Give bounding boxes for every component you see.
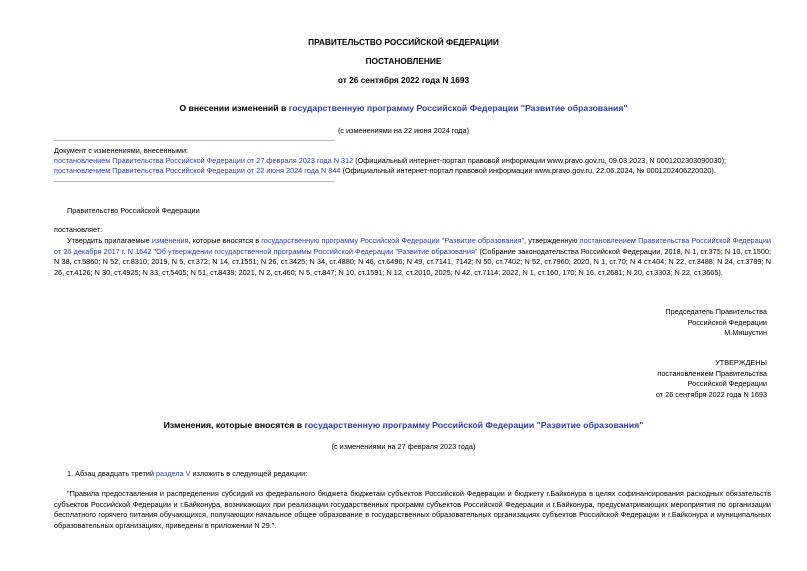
- document-date-number: от 26 сентября 2022 года N 1693: [337, 75, 470, 85]
- amendment-note: (с изменениями на 22 июня 2024 года): [337, 126, 470, 135]
- quoted-rules-paragraph: "Правила предоставления и распределения субсидий из федерального бюджета бюджетам субъектов Российской Федерации и бюджету г.Байконура в целях софинансирования расходных обязательств субъектов Российской Федерации и г.Байконура, возникающих при реализации государственных программ субъектов Российской Федерации и г.Байконура, предусматривающих мероприятия по организации бесплатного горячего питания обучающихся, получающих начальное общее образование в государственных образовательных организациях субъектов Российской Федерации и г.Байконура и муниципальных образовательных организациях, приведены в приложении N 29.".: [54, 489, 771, 531]
- approval-line-3: Российской Федерации: [687, 379, 767, 388]
- item-1-text-a: 1. Абзац двадцать третий: [67, 469, 156, 478]
- signature-line-2: Российской Федерации: [687, 317, 767, 327]
- changes-item-2-text: (Официальный интернет-портал правовой информации www.pravo.gov.ru, 22.06.2024, № 0001202406220020).: [340, 166, 716, 175]
- para-text-4: (Собрание законодательства Российской Федерации, 2018, N 1, ст.375; N 10, ст.1500; N 38, ст.5860; N 52, ст.8310; 2019, N 5, ст.372; N 14, ст.1551; N 26, ст.3425; N 34, ст.4880; N 46, ст.6496; N 49, ст.7141, 7142; N 50, ст.7402; N 52, ст.7960; 2020, N 1, ст.70; N 4 ст.404; N 22, ст.3488; N 24, ст.3789; N 26, ст.4126; N 30, ст.4925; N 33, ст.5405; N 51, ст.8439; 2021, N 2, ст.460; N 5, ст.847; N 10, ст.1591; N 12, ст.2010, 2025; N 42, ст.7114; 2022, N 1, ст.160, 170; N 16, ст.2681; N 20, ст.3303; N 22, ст.3665).: [54, 246, 771, 278]
- approval-line-1: УТВЕРЖДЕНЫ: [715, 358, 767, 367]
- item-1: [67, 469, 307, 479]
- changes-bottom-rule: [54, 181, 335, 182]
- decree-1642-link[interactable]: постановлением Правительства Российской Федерации от 26 декабря 2017 г. N 1642 "Об утверждении государственной программы Российской Федерации "Развитие образования": [54, 236, 771, 256]
- government-heading: ПРАВИТЕЛЬСТВО РОССИЙСКОЙ ФЕДЕРАЦИИ: [308, 37, 499, 47]
- program-link[interactable]: государственную программу Российской Федерации "Развитие образования": [261, 236, 525, 245]
- changes-item-2: [54, 166, 716, 176]
- changes-title-link[interactable]: государственную программу Российской Федерации "Развитие образования": [304, 420, 644, 430]
- signature-line-3: М.Мишустин: [724, 328, 767, 337]
- government-line: Правительство Российской Федерации: [67, 206, 200, 215]
- changes-title: [0, 420, 807, 430]
- section-v-link[interactable]: раздела V: [155, 469, 191, 478]
- title-prefix: О внесении изменений в: [179, 103, 289, 113]
- document-title: [0, 103, 807, 113]
- changes-item-2-link[interactable]: постановлением Правительства Российской Федерации от 22 июня 2024 года N 844: [54, 166, 341, 175]
- document-type: ПОСТАНОВЛЕНИЕ: [365, 56, 442, 66]
- changes-item-1-link[interactable]: постановлением Правительства Российской Федерации от 27 февраля 2023 года N 312: [54, 156, 354, 165]
- para-text-2: , которые вносятся в: [188, 236, 262, 245]
- signature-block: [665, 307, 767, 339]
- changes-top-rule: [54, 140, 335, 141]
- changes-amendment-note: (с изменениями на 27 февраля 2023 года): [331, 442, 476, 451]
- changes-item-1: [54, 156, 726, 166]
- item-1-text-b: изложить в следующей редакции:: [190, 469, 308, 478]
- changes-title-prefix: Изменения, которые вносятся в: [163, 420, 305, 430]
- approval-block: [656, 358, 767, 400]
- changes-item-1-text: (Официальный интернет-портал правовой информации www.pravo.gov.ru, 09.03.2023, N 0001202303090030);: [353, 156, 727, 165]
- approval-line-4: от 26 сентября 2022 года N 1693: [655, 389, 767, 399]
- para-text-1: Утвердить прилагаемые: [67, 236, 152, 245]
- approval-line-2: постановлением Правительства: [657, 368, 767, 378]
- decrees-line: постановляет:: [54, 225, 103, 234]
- title-program-link[interactable]: государственную программу Российской Федерации "Развитие образования": [288, 103, 628, 113]
- changes-heading: Документ с изменениями, внесенными:: [54, 146, 188, 155]
- changes-link[interactable]: изменения: [151, 236, 189, 245]
- signature-line-1: Председатель Правительства: [665, 307, 767, 316]
- para-text-3: , утвержденную: [524, 236, 580, 245]
- resolution-paragraph: [54, 236, 771, 279]
